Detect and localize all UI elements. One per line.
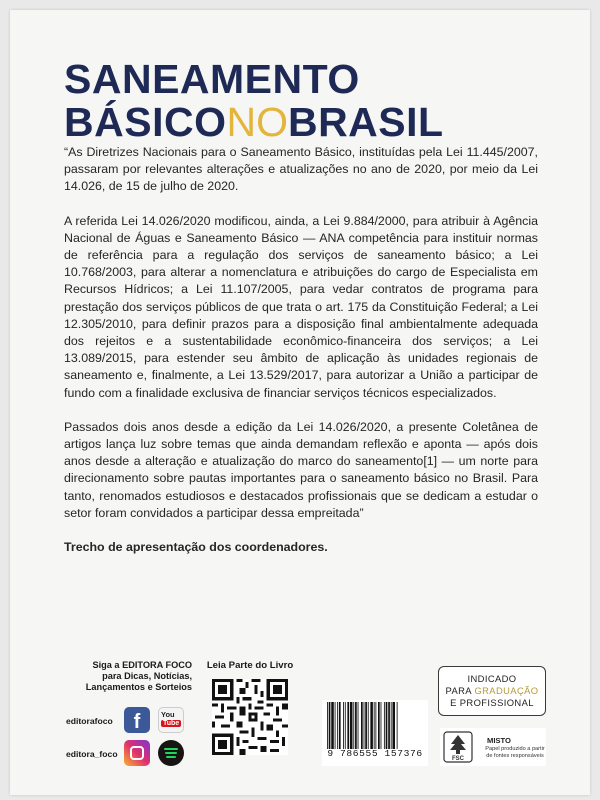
facebook-glyph: f [133, 711, 141, 733]
youtube-icon[interactable] [158, 707, 184, 733]
badge-graduacao: GRADUAÇÃO [474, 685, 539, 696]
paragraph-3: Passados dois anos desde a edição da Lei 14.026/2020, a presente Coletânea de artigos lança luz sobre temas que ainda demandam reflexão e aponta — após dois anos desde a alteração e atualização do marco do saneamento[1] — um norte para direcionamento sobre pautas importantes para o saneamento básico no Brasil. Para tanto, renomados estudiosos e destacados profissionais que se dedicam a estudar o setor foram convidados a participar dessa empreitada” [64, 419, 538, 520]
title-word-no: NO [226, 99, 288, 145]
social-row-2 [66, 740, 192, 770]
isbn-barcode [322, 700, 428, 766]
social-caption-line-2: para Dicas, Notícias, [102, 671, 192, 681]
social-caption-line-1: Siga a EDITORA FOCO [92, 660, 192, 670]
badge-line-1: INDICADO [467, 673, 517, 684]
paragraph-2: A referida Lei 14.026/2020 modificou, ainda, a Lei 9.884/2000, para atribuir à Agência Nacional de Águas e Saneamento Básico — ANA competência para instituir normas de referência para a regulação dos serviços de saneamento básico; a Lei 10.768/2003, para alterar a nomenclatura e atribuições do cargo de Especialista em Recursos Hídricos; a Lei 11.107/2005, para vedar contratos de programa para prestação dos serviços públicos de que trata o art. 175 da Constituição Federal; a Lei 12.305/2010, para definir prazos para a disposição final ambientalmente adequada dos rejeitos e a sustentabilidade econômico-financeira dos serviços; a Lei 13.089/2015, para estender seu âmbito de aplicação às unidades regionais de saneamento e, finalmente, a Lei 13.529/2017, para autorizar a União a participar de fundo com a finalidade exclusiva de financiar serviços técnicos especializados. [64, 213, 538, 400]
fsc-logo-text: FSC [452, 756, 464, 762]
fsc-tree-logo-icon [443, 731, 473, 763]
social-caption [66, 660, 192, 693]
fsc-description: Papel produzido a partir de fontes responsáveis [485, 746, 545, 759]
book-title [64, 58, 444, 144]
facebook-icon[interactable] [124, 707, 150, 733]
paragraph-1: “As Diretrizes Nacionais para o Saneamento Básico, instituídas pela Lei 11.445/2007, passaram por relevantes alterações e atualizações no ano de 2020, por meio da Lei 14.026, de 15 de julho de 2020. [64, 145, 538, 194]
instagram-icon[interactable] [124, 740, 150, 766]
title-word-basico: BÁSICO [64, 99, 227, 145]
barcode-icon [326, 702, 424, 749]
handle-editorafoco: editorafoco [66, 716, 113, 726]
badge-para: PARA [445, 685, 475, 696]
spotify-icon[interactable] [158, 740, 184, 766]
isbn-number: 9 786555 157376 [327, 748, 423, 759]
audience-badge [438, 666, 546, 716]
social-media-block [66, 660, 192, 759]
title-word-brasil: BRASIL [287, 99, 444, 145]
book-back-cover [10, 10, 590, 795]
synopsis-text [64, 144, 538, 573]
fsc-misto: MISTO [487, 736, 511, 745]
badge-line-2 [439, 685, 545, 697]
title-line-1: SANEAMENTO [64, 56, 360, 102]
badge-line-3: E PROFISSIONAL [450, 697, 534, 708]
qr-caption: Leia Parte do Livro [206, 660, 294, 671]
social-row-1 [66, 707, 192, 737]
title-line-2 [64, 101, 444, 144]
fsc-certification [440, 728, 546, 766]
social-caption-line-3: Lançamentos e Sorteios [85, 682, 192, 692]
qr-block [203, 660, 297, 671]
youtube-tube: Tube [163, 720, 180, 727]
qr-code-icon[interactable] [212, 679, 288, 755]
credit-line: Trecho de apresentação dos coordenadores. [64, 540, 328, 555]
handle-editora-foco: editora_foco [66, 749, 118, 759]
youtube-you: You [161, 710, 175, 719]
